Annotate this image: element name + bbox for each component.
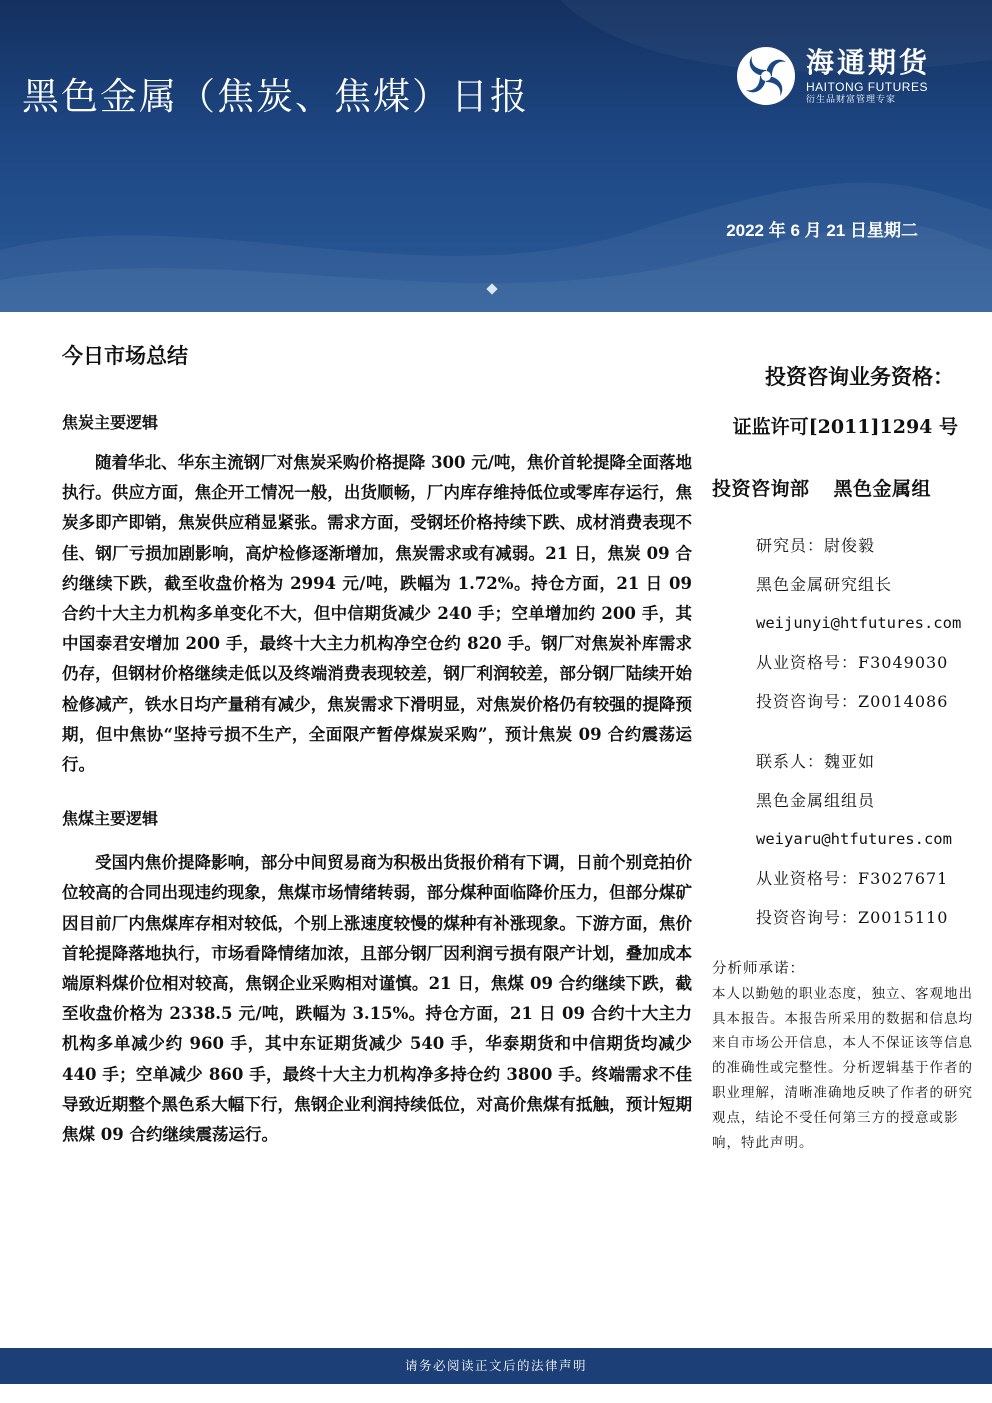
analyst-pledge [712,957,980,1155]
coking-coal-heading: 焦煤主要逻辑 [62,809,159,829]
coke-section [62,406,692,780]
researcher-title: 黑色金属研究组长 [756,575,893,594]
coke-heading: 焦炭主要逻辑 [62,413,159,432]
contact-title: 黑色金属组组员 [756,791,876,810]
contacts [756,526,980,937]
researcher-email[interactable]: weijunyi@htfutures.com [756,614,962,632]
researcher-name: 研究员：尉俊毅 [756,536,876,555]
department-line [712,472,980,506]
group-name: 黑色金属组 [833,478,932,500]
pledge-text: 本人以勤勉的职业态度，独立、客观地出具本报告。本报告所采用的数据和信息均来自市场公开信息，本人不保证该等信息的准确性或完整性。分析逻辑基于作者的职业理解，清晰准确地反映了作者的研究观点，结论不受任何第三方的授意或影响，特此声明。 [712,985,973,1151]
contact-advisory-no: 投资咨询号：Z0015110 [756,908,949,927]
header-banner [0,0,992,312]
logo-name-cn: 海通期货 [806,46,931,79]
market-summary [62,336,692,1150]
contact-email[interactable]: weiyaru@htfutures.com [756,830,952,848]
logo-tagline: 衍生品财富管理专家 [806,95,897,105]
qualification-title: 投资咨询业务资格： [765,364,954,389]
qualification-license: 证监许可[2011]1294 号 [732,416,958,438]
department-name: 投资咨询部 [712,478,810,500]
researcher-advisory-no: 投资咨询号：Z0014086 [756,692,949,711]
coking-coal-paragraph: 受国内焦价提降影响，部分中间贸易商为积极出货报价稍有下调，日前个别竞拍价位较高的合同出现违约现象，焦煤市场情绪转弱，部分煤种面临降价压力，但部分煤矿因目前厂内焦煤库存相对较低，个别上涨速度较慢的煤种有补涨现象。下游方面，焦价首轮提降落地执行，市场看降情绪加浓，且部分钢厂因利润亏损有限产计划，叠加成本端原料煤价位相对较高，焦钢企业采购相对谨慎。21 日，焦煤 09 合约继续下跌，截至收盘价格为 2338.5 元/吨，跌幅为 3.15%。持仓方面，21 日 09 合约十大主力机构多单减少约 960 手，其中东证期货减少 540 手，华泰期货和中信期货均减少 440 手；空单减少 860 手，最终十大主力机构净多持仓约 3800 手。终端需求不佳导致近期整个黑色系大幅下行，焦钢企业利润持续低位，对高价焦煤有抵触，预计短期焦煤 09 合约继续震荡运行。 [62,853,692,1145]
haitong-swirl-logo-icon [734,44,798,108]
logo-name-en: HAITONG FUTURES [806,80,928,94]
footer-legal-notice: 请务必阅读正文后的法律声明 [0,1348,992,1384]
coking-coal-section [62,802,692,1150]
contact-name: 联系人：魏亚如 [756,752,876,771]
contact-license: 从业资格号：F3027671 [756,869,949,888]
report-date: 2022 年 6 月 21 日星期二 [726,221,918,240]
pledge-title: 分析师承诺： [712,961,805,977]
company-logo [734,40,954,112]
researcher-license: 从业资格号：F3049030 [756,653,949,672]
contact-card [756,742,980,937]
contact-card [756,526,980,721]
summary-title: 今日市场总结 [62,343,188,368]
report-title: 黑色金属（焦炭、焦煤）日报 [22,75,529,118]
sidebar [712,352,980,1155]
coke-paragraph: 随着华北、华东主流钢厂对焦炭采购价格提降 300 元/吨，焦价首轮提降全面落地执行。供应方面，焦企开工情况一般，出货顺畅，厂内库存维持低位或零库存运行，焦炭多即产即销，焦炭供应稍显紧张。需求方面，受钢坯价格持续下跌、成材消费表现不佳、钢厂亏损加剧影响，高炉检修逐渐增加，焦炭需求或有减弱。21 日，焦炭 09 合约继续下跌，截至收盘价格为 2994 元/吨，跌幅为 1.72%。持仓方面，21 日 09 合约十大主力机构多单变化不大，但中信期货减少 240 手；空单增加约 200 手，其中国泰君安增加 200 手，最终十大主力机构净空仓约 820 手。钢厂对焦炭补库需求仍存，但钢材价格继续走低以及终端消费表现较差，钢厂利润较差，部分钢厂陆续开始检修减产，铁水日均产量稍有减少，焦炭需求下滑明显，对焦炭价格仍有较强的提降预期，但中焦协“坚持亏损不生产，全面限产暂停煤炭采购”，预计焦炭 09 合约震荡运行。 [62,453,692,775]
